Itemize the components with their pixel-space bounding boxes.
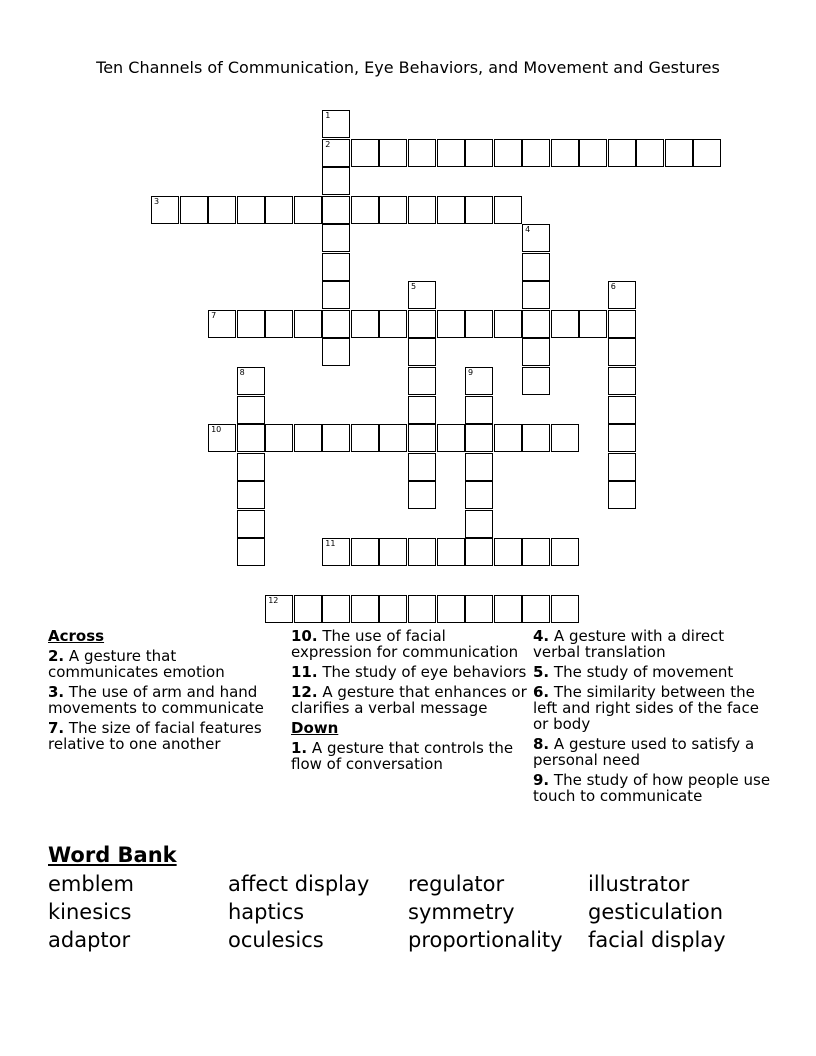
grid-cell[interactable] [608, 338, 636, 366]
grid-cell[interactable] [665, 139, 693, 167]
grid-cell[interactable] [322, 595, 350, 623]
grid-cell[interactable] [551, 139, 579, 167]
clue-down-8: 8. A gesture used to satisfy a personal need [533, 735, 755, 769]
grid-cell[interactable] [465, 538, 493, 566]
word-bank-item: proportionality [408, 928, 563, 952]
grid-cell[interactable] [265, 310, 293, 338]
grid-cell[interactable] [608, 481, 636, 509]
grid-cell[interactable] [465, 510, 493, 538]
grid-cell[interactable] [408, 310, 436, 338]
grid-cell[interactable] [408, 139, 436, 167]
word-bank-item: symmetry [408, 900, 515, 924]
grid-cell[interactable] [351, 595, 379, 623]
grid-cell[interactable] [237, 424, 265, 452]
clues-column-3 [533, 628, 771, 808]
grid-cell[interactable] [408, 453, 436, 481]
grid-cell[interactable] [408, 481, 436, 509]
grid-cell[interactable] [322, 281, 350, 309]
word-bank-title: Word Bank [48, 843, 177, 867]
grid-cell[interactable] [237, 481, 265, 509]
grid-cell[interactable] [522, 424, 550, 452]
clues-column-2 [291, 628, 529, 776]
grid-cell[interactable] [494, 139, 522, 167]
grid-cell[interactable] [294, 310, 322, 338]
grid-cell[interactable] [237, 367, 265, 395]
grid-cell[interactable] [522, 224, 550, 252]
word-bank-item: gesticulation [588, 900, 724, 924]
grid-cell[interactable] [608, 310, 636, 338]
grid-cell[interactable] [379, 139, 407, 167]
grid-cell[interactable] [237, 310, 265, 338]
grid-cell[interactable] [294, 196, 322, 224]
word-bank-item: adaptor [48, 928, 131, 952]
word-bank-item: facial display [588, 928, 726, 952]
grid-cell[interactable] [379, 424, 407, 452]
grid-clue-number: 3 [154, 196, 160, 206]
grid-cell[interactable] [522, 367, 550, 395]
grid-cell[interactable] [294, 595, 322, 623]
grid-cell[interactable] [408, 196, 436, 224]
grid-cell[interactable] [437, 196, 465, 224]
grid-cell[interactable] [265, 424, 293, 452]
grid-clue-number: 2 [325, 139, 331, 149]
word-bank-item: affect display [228, 872, 370, 896]
clues-column-1 [48, 628, 286, 756]
word-bank-item: emblem [48, 872, 134, 896]
grid-cell[interactable] [322, 424, 350, 452]
grid-cell[interactable] [551, 424, 579, 452]
clue-across-10: 10. The use of facial expression for communication [291, 627, 519, 661]
word-bank [48, 872, 768, 952]
clue-across-11: 11. The study of eye behaviors [291, 663, 527, 681]
grid-cell[interactable] [551, 310, 579, 338]
grid-cell[interactable] [322, 310, 350, 338]
grid-cell[interactable] [322, 224, 350, 252]
grid-cell[interactable] [408, 281, 436, 309]
grid-cell[interactable] [551, 538, 579, 566]
grid-clue-number: 1 [325, 111, 331, 120]
grid-clue-number: 5 [410, 282, 417, 292]
grid-cell[interactable] [522, 310, 550, 338]
grid-cell[interactable] [237, 396, 265, 424]
grid-cell[interactable] [180, 196, 208, 224]
grid-cell[interactable] [322, 253, 350, 281]
down-header: Down [291, 719, 339, 737]
word-bank-item: illustrator [588, 872, 690, 896]
grid-cell[interactable] [237, 510, 265, 538]
grid-cell[interactable] [522, 538, 550, 566]
grid-cell[interactable] [379, 538, 407, 566]
clue-down-4: 4. A gesture with a direct verbal translation [533, 627, 725, 661]
grid-cell[interactable] [636, 139, 664, 167]
grid-cell[interactable] [322, 110, 350, 138]
grid-cell[interactable] [465, 139, 493, 167]
grid-cell[interactable] [551, 595, 579, 623]
grid-cell[interactable] [465, 310, 493, 338]
clue-down-5: 5. The study of movement [533, 663, 734, 681]
grid-cell[interactable] [322, 196, 350, 224]
grid-cell[interactable] [351, 196, 379, 224]
word-bank-item: regulator [408, 872, 505, 896]
grid-cell[interactable] [465, 367, 493, 395]
grid-cell[interactable] [208, 310, 236, 338]
grid-cell[interactable] [437, 139, 465, 167]
grid-cell[interactable] [208, 196, 236, 224]
grid-clue-number: 8 [239, 367, 245, 377]
grid-cell[interactable] [237, 453, 265, 481]
grid-cell[interactable] [522, 338, 550, 366]
clue-across-12: 12. A gesture that enhances or clarifies a verbal message [291, 683, 527, 717]
grid-clue-number: 4 [525, 225, 531, 235]
grid-clue-number: 7 [211, 310, 217, 320]
grid-cell[interactable] [237, 196, 265, 224]
grid-cell[interactable] [379, 196, 407, 224]
grid-cell[interactable] [608, 281, 636, 309]
grid-cell[interactable] [494, 424, 522, 452]
clue-down-6: 6. The similarity between the left and right sides of the face or body [533, 683, 759, 733]
grid-clue-number: 12 [268, 596, 279, 606]
grid-cell[interactable] [465, 396, 493, 424]
grid-cell[interactable] [408, 538, 436, 566]
grid-cell[interactable] [608, 424, 636, 452]
grid-cell[interactable] [351, 424, 379, 452]
clue-across-7: 7. The size of facial features relative to one another [48, 719, 262, 753]
grid-cell[interactable] [465, 481, 493, 509]
clue-down-9: 9. The study of how people use touch to communicate [533, 771, 771, 805]
grid-cell[interactable] [437, 424, 465, 452]
grid-cell[interactable] [437, 310, 465, 338]
grid-cell[interactable] [608, 396, 636, 424]
grid-cell[interactable] [437, 595, 465, 623]
grid-cell[interactable] [522, 253, 550, 281]
grid-cell[interactable] [465, 595, 493, 623]
grid-cell[interactable] [265, 196, 293, 224]
grid-cell[interactable] [522, 139, 550, 167]
grid-cell[interactable] [408, 338, 436, 366]
clue-across-2: 2. A gesture that communicates emotion [48, 647, 225, 681]
grid-cell[interactable] [408, 424, 436, 452]
grid-cell[interactable] [579, 310, 607, 338]
grid-cell[interactable] [494, 196, 522, 224]
grid-cell[interactable] [494, 595, 522, 623]
grid-clue-number: 11 [325, 539, 336, 549]
grid-cell[interactable] [208, 424, 236, 452]
grid-cell[interactable] [693, 139, 721, 167]
grid-cell[interactable] [294, 424, 322, 452]
grid-cell[interactable] [351, 310, 379, 338]
clue-across-3: 3. The use of arm and hand movements to communicate [48, 683, 264, 717]
grid-clue-number: 10 [211, 425, 222, 435]
grid-cell[interactable] [608, 367, 636, 395]
grid-cell[interactable] [265, 595, 293, 623]
grid-cell[interactable] [322, 338, 350, 366]
word-bank-item: oculesics [228, 928, 324, 952]
grid-clue-number: 9 [468, 367, 474, 377]
grid-cell[interactable] [494, 538, 522, 566]
grid-cell[interactable] [351, 139, 379, 167]
grid-cell[interactable] [322, 139, 350, 167]
grid-cell[interactable] [379, 595, 407, 623]
grid-cell[interactable] [379, 310, 407, 338]
grid-cell[interactable] [579, 139, 607, 167]
grid-cell[interactable] [322, 167, 350, 195]
grid-cell[interactable] [437, 538, 465, 566]
grid-cell[interactable] [237, 538, 265, 566]
grid-cell[interactable] [494, 310, 522, 338]
grid-cell[interactable] [408, 595, 436, 623]
across-header: Across [48, 627, 105, 645]
clue-down-1: 1. A gesture that controls the flow of conversation [291, 739, 514, 773]
word-bank-item: kinesics [48, 900, 132, 924]
grid-cell[interactable] [322, 538, 350, 566]
grid-clue-number: 6 [610, 282, 616, 292]
puzzle-title: Ten Channels of Communication, Eye Behaviors, and Movement and Gestures [96, 58, 720, 77]
grid-cell[interactable] [608, 139, 636, 167]
grid-cell[interactable] [151, 196, 179, 224]
grid-cell[interactable] [465, 453, 493, 481]
word-bank-item: haptics [228, 900, 305, 924]
grid-cell[interactable] [408, 367, 436, 395]
grid-cell[interactable] [522, 595, 550, 623]
grid-cell[interactable] [465, 424, 493, 452]
grid-cell[interactable] [522, 281, 550, 309]
grid-cell[interactable] [351, 538, 379, 566]
grid-cell[interactable] [408, 396, 436, 424]
grid-cell[interactable] [465, 196, 493, 224]
grid-cell[interactable] [608, 453, 636, 481]
